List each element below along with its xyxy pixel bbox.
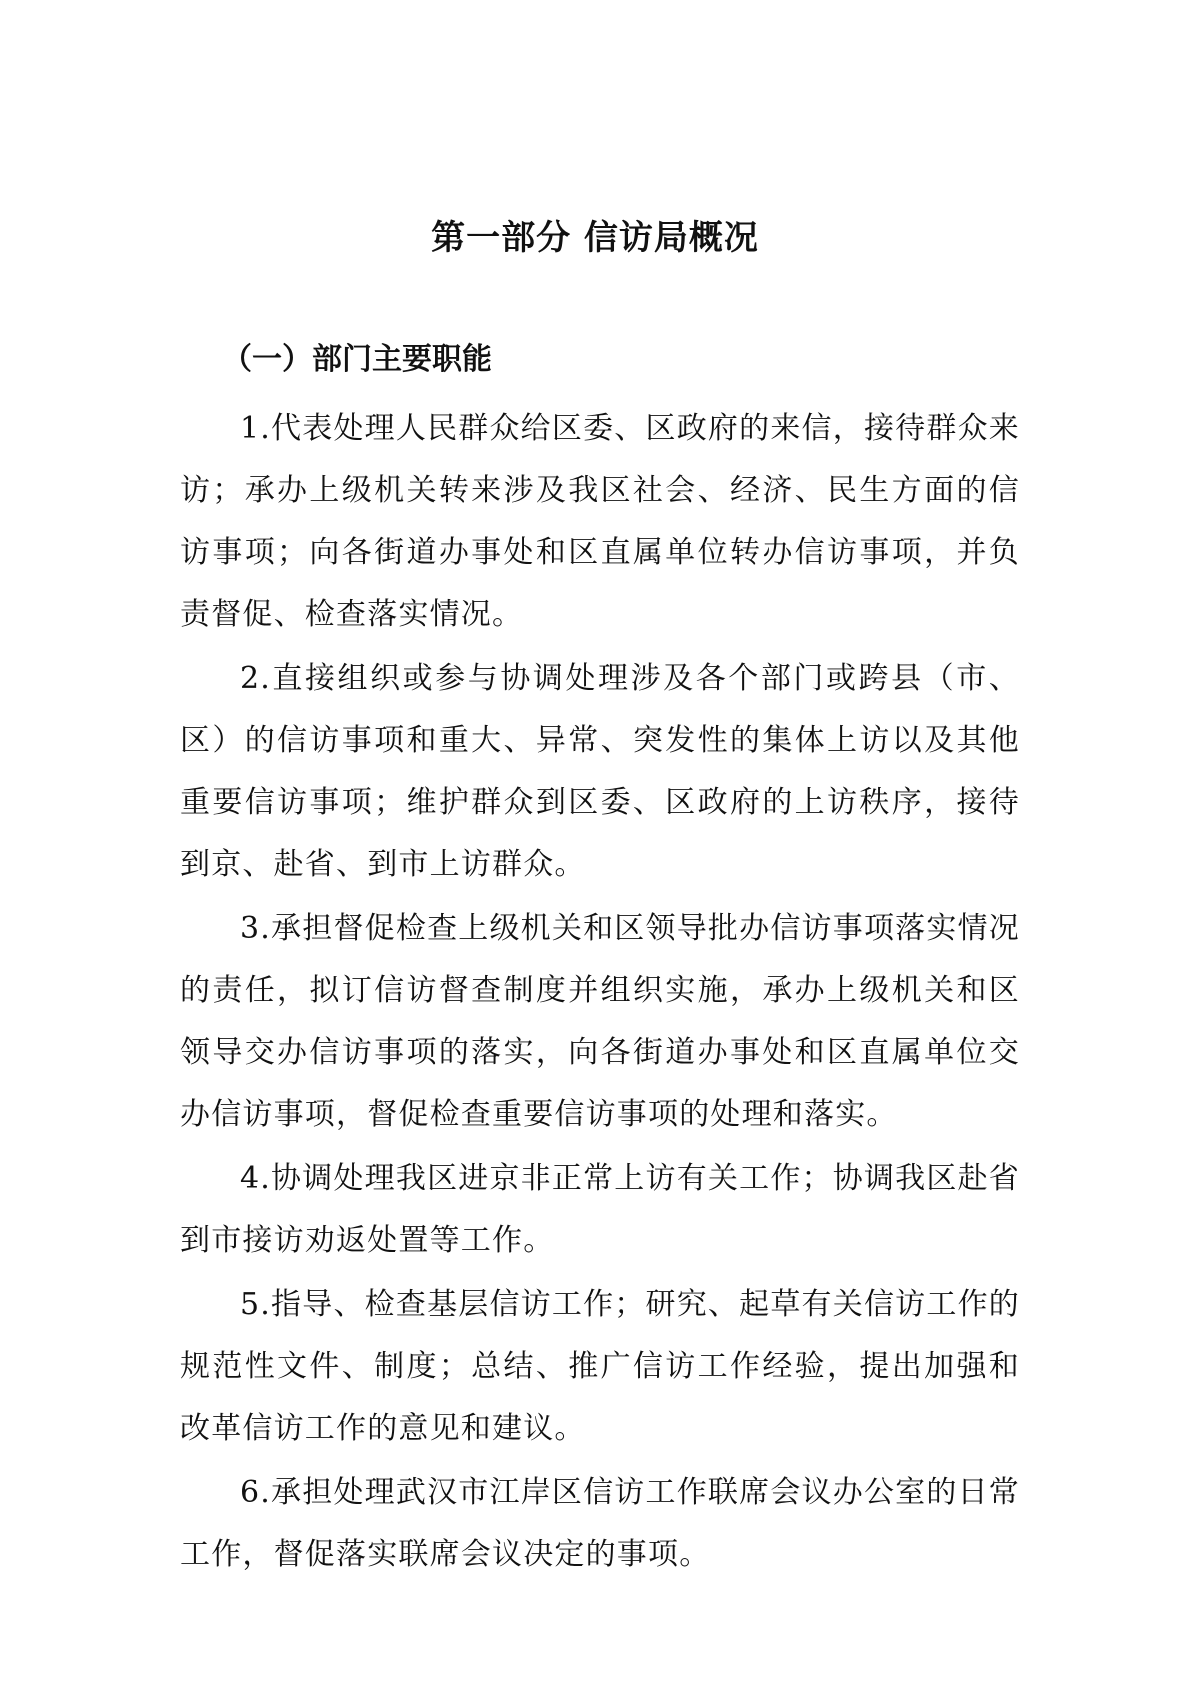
paragraph-4: 4.协调处理我区进京非正常上访有关工作；协调我区赴省到市接访劝返处置等工作。 — [180, 1161, 1020, 1258]
section-heading: （一）部门主要职能 — [222, 342, 492, 377]
paragraph-1: 1.代表处理人民群众给区委、区政府的来信，接待群众来访；承办上级机关转来涉及我区社会、经济、民生方面的信访事项；向各街道办事处和区直属单位转办信访事项，并负责督促、检查落实情况。 — [180, 411, 1020, 632]
body-text — [180, 398, 1020, 1588]
paragraph-3: 3.承担督促检查上级机关和区领导批办信访事项落实情况的责任，拟订信访督查制度并组织实施，承办上级机关和区领导交办信访事项的落实，向各街道办事处和区直属单位交办信访事项，督促检查重要信访事项的处理和落实。 — [180, 911, 1020, 1132]
page-title: 第一部分 信访局概况 — [431, 218, 759, 258]
paragraph-2: 2.直接组织或参与协调处理涉及各个部门或跨县（市、区）的信访事项和重大、异常、突发性的集体上访以及其他重要信访事项；维护群众到区委、区政府的上访秩序，接待到京、赴省、到市上访群众。 — [180, 661, 1020, 882]
paragraph-6: 6.承担处理武汉市江岸区信访工作联席会议办公室的日常工作，督促落实联席会议决定的事项。 — [180, 1475, 1020, 1572]
paragraph-5: 5.指导、检查基层信访工作；研究、起草有关信访工作的规范性文件、制度；总结、推广信访工作经验，提出加强和改革信访工作的意见和建议。 — [180, 1287, 1020, 1446]
